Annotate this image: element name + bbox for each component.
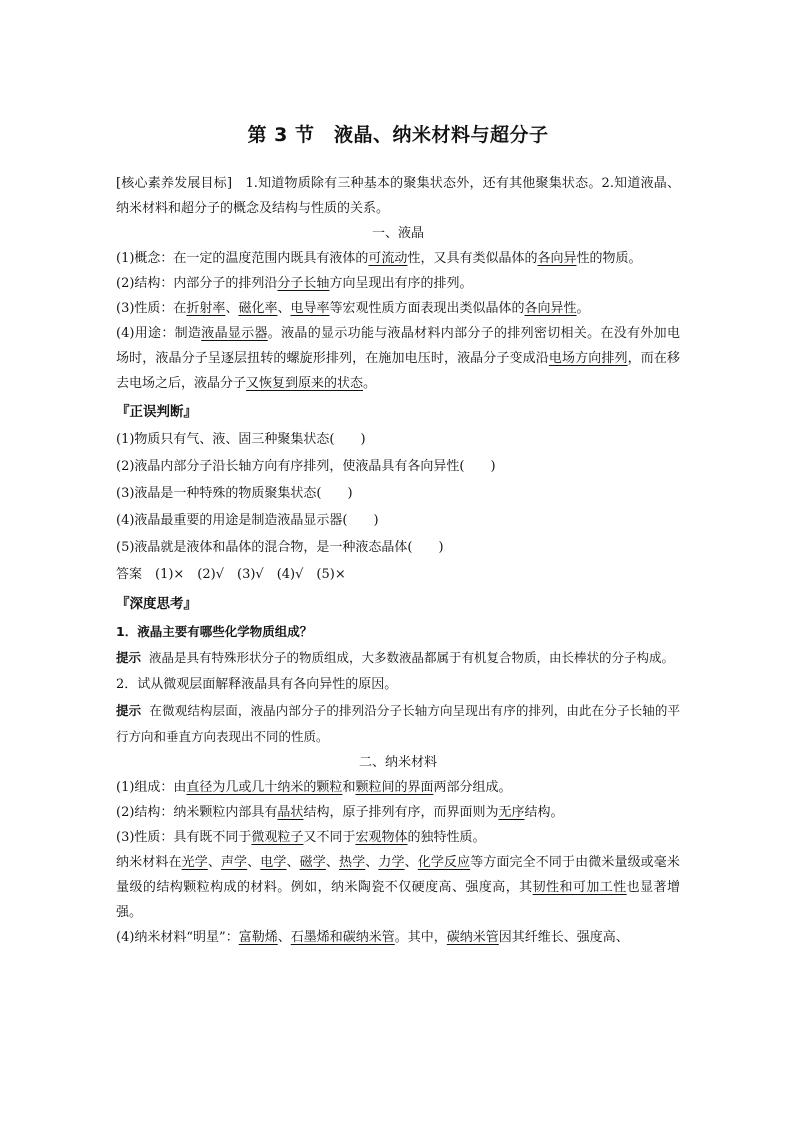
nano-stars: (4)纳米材料“明星”：富勒烯、石墨烯和碳纳米管。其中，碳纳米管因其纤维长、强度高、: [116, 930, 629, 945]
judge-item: (3)液晶是一种特殊的物质聚集状态( ): [116, 486, 353, 501]
nano-property-detail: 纳米材料在光学、声学、电学、磁学、热学、力学、化学反应等方面完全不同于由微米量级或毫米量级的结构颗粒构成的材料。例如，纳米陶瓷不仅硬度高、强度高，其韧性和可加工性也显著增强。: [116, 855, 680, 920]
section-heading-nano: 二、纳米材料: [358, 755, 437, 770]
judge-item: (4)液晶最重要的用途是制造液晶显示器( ): [116, 513, 379, 528]
judge-answer: 答案 (1)× (2)√ (3)√ (4)√ (5)×: [116, 567, 346, 582]
lc-structure: (2)结构：内部分子的排列沿分子长轴方向呈现出有序的排列。: [116, 276, 473, 291]
judge-item: (1)物质只有气、液、固三种聚集状态( ): [116, 432, 366, 447]
nano-composition: (1)组成：由直径为几或几十纳米的颗粒和颗粒间的界面两部分组成。: [116, 780, 512, 795]
judge-item: (2)液晶内部分子沿长轴方向有序排列，使液晶具有各向异性( ): [116, 459, 496, 474]
nano-structure: (2)结构：纳米颗粒内部具有晶状结构，原子排列有序，而界面则为无序结构。: [116, 805, 564, 820]
think-hint-2: 提示 在微观结构层面，液晶内部分子的排列沿分子长轴方向呈现出有序的排列，由此在分子长轴的平行方向和垂直方向表现出不同的性质。: [116, 703, 680, 744]
think-question-1: 1．液晶主要有哪些化学物质组成？: [116, 624, 313, 639]
section-heading-liquid-crystal: 一、液晶: [371, 226, 424, 241]
think-label: 『深度思考』: [116, 596, 197, 612]
judge-label: 『正误判断』: [116, 404, 197, 420]
nano-property: (3)性质：具有既不同于微观粒子又不同于宏观物体的独特性质。: [116, 830, 486, 845]
lc-usage: (4)用途：制造液晶显示器。液晶的显示功能与液晶材料内部分子的排列密切相关。在没有外加电场时，液晶分子呈逐层扭转的螺旋形排列，在施加电压时，液晶分子变成沿电场方向排列，而在移去电场之后，液晶分子又恢复到原来的状态。: [116, 326, 680, 391]
lc-property: (3)性质：在折射率、磁化率、电导率等宏观性质方面表现出类似晶体的各向异性。: [116, 301, 590, 316]
think-hint-1: 提示 液晶是具有特殊形状分子的物质组成，大多数液晶都属于有机复合物质，由长棒状的分子构成。: [116, 650, 675, 665]
judge-item: (5)液晶就是液体和晶体的混合物，是一种液态晶体( ): [116, 540, 444, 555]
lc-concept: (1)概念：在一定的温度范围内既具有液体的可流动性，又具有类似晶体的各向异性的物质。: [116, 251, 642, 266]
document-page: [116, 120, 680, 950]
learning-goal: [核心素养发展目标] 1.知道物质除有三种基本的聚集状态外，还有其他聚集状态。2.知道液晶、纳米材料和超分子的概念及结构与性质的关系。: [116, 176, 680, 216]
think-question-2: 2．试从微观层面解释液晶具有各向异性的原因。: [116, 677, 398, 692]
page-title: 第 3 节 液晶、纳米材料与超分子: [247, 124, 549, 146]
